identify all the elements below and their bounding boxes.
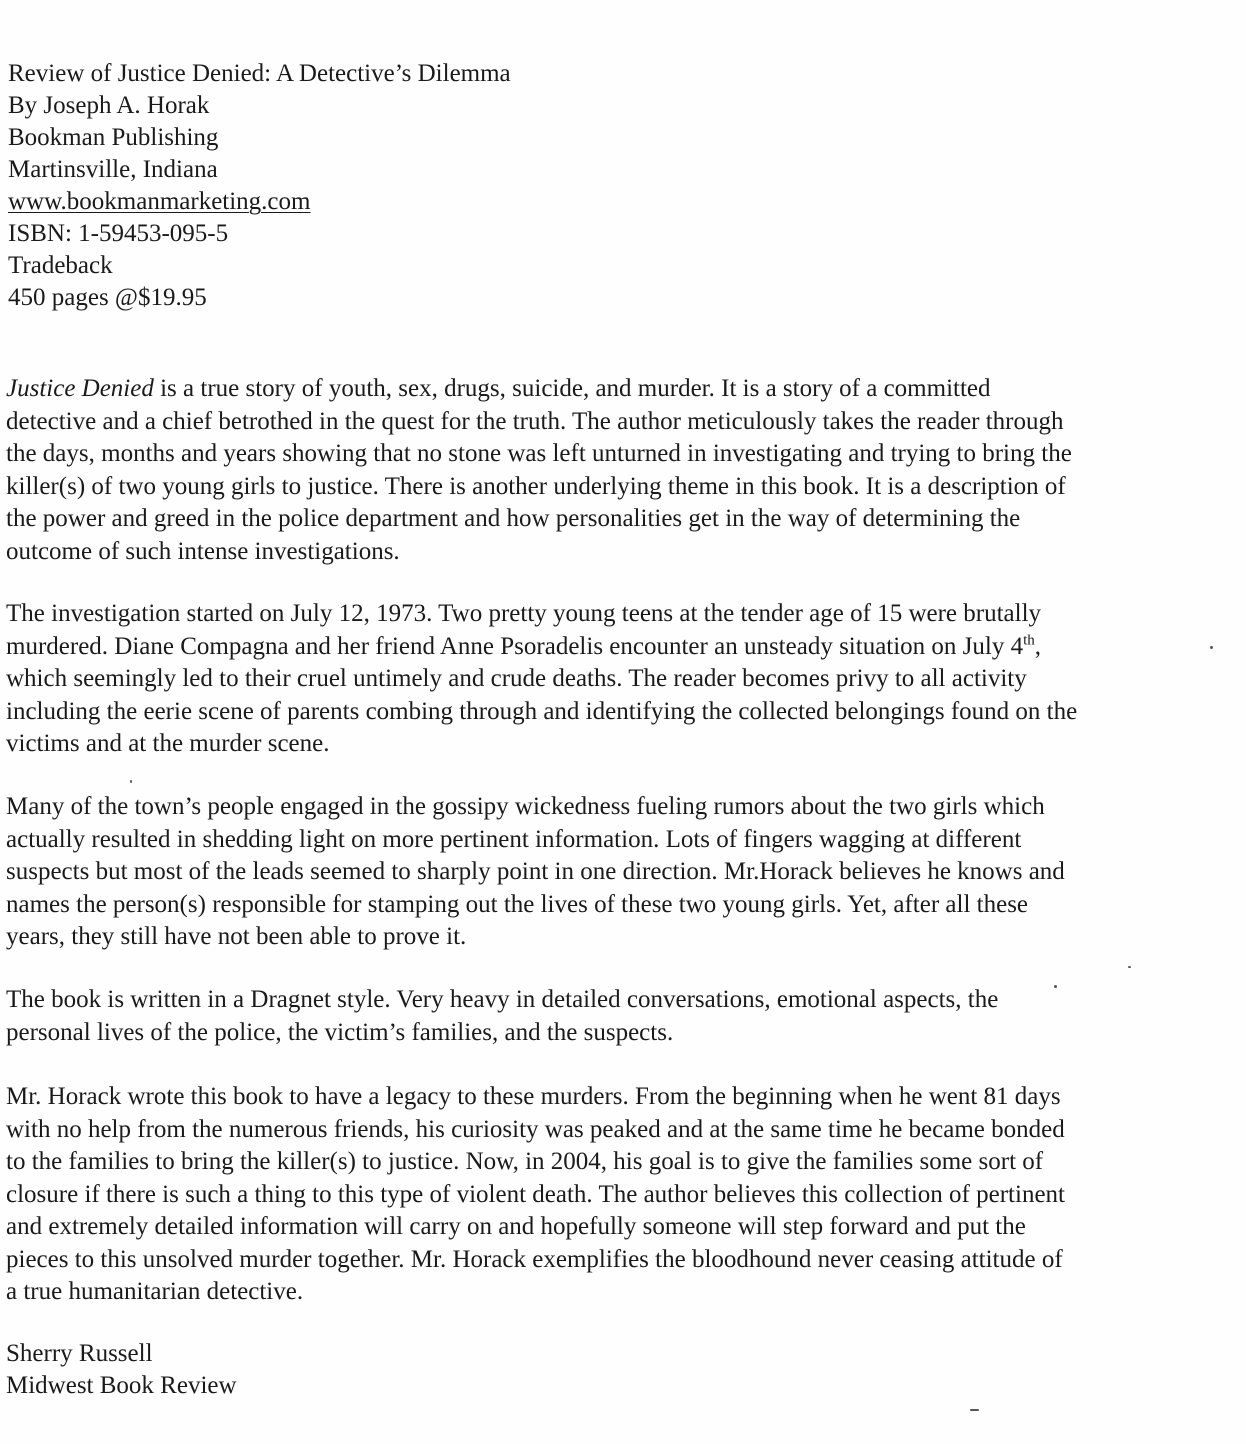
book-format: Tradeback xyxy=(8,252,113,279)
paragraph-line: suspects but most of the leads seemed to sharply point in one direction. Mr.Horack believes he knows and xyxy=(6,858,1065,885)
paragraph-line: years, they still have not been able to prove it. xyxy=(6,923,467,950)
paragraph-line: and extremely detailed information will carry on and hopefully someone will step forward and put the xyxy=(6,1213,1026,1240)
scan-speck xyxy=(130,780,132,783)
publisher-name: Bookman Publishing xyxy=(8,124,219,151)
paragraph-line: the days, months and years showing that no stone was left unturned in investigating and trying to bring the xyxy=(6,440,1072,467)
scan-speck xyxy=(1210,646,1213,649)
paragraph-line: The book is written in a Dragnet style. Very heavy in detailed conversations, emotional aspects, the xyxy=(6,986,999,1013)
paragraph-line xyxy=(6,373,1236,406)
publisher-location: Martinsville, Indiana xyxy=(8,156,218,183)
review-paragraph-5 xyxy=(6,1081,1236,1309)
reviewer-signoff xyxy=(6,1338,237,1402)
review-paragraph-2 xyxy=(6,598,1236,761)
reviewer-organization: Midwest Book Review xyxy=(6,1372,237,1399)
scan-speck xyxy=(1128,966,1131,968)
paragraph-line: detective and a chief betrothed in the quest for the truth. The author meticulously takes the reader through xyxy=(6,407,1064,435)
paragraph-line: The investigation started on July 12, 1973. Two pretty young teens at the tender age of 15 were brutally xyxy=(6,600,1042,627)
paragraph-line: which seemingly led to their cruel untimely and crude deaths. The reader becomes privy to all activity xyxy=(6,665,1027,692)
paragraph-line: personal lives of the police, the victim’s families, and the suspects. xyxy=(6,1018,674,1046)
book-pages-price: 450 pages @$19.95 xyxy=(8,284,207,311)
paragraph-line: Mr. Horack wrote this book to have a legacy to these murders. From the beginning when he went 81 days xyxy=(6,1083,1061,1110)
paragraph-line: Many of the town’s people engaged in the gossipy wickedness fueling rumors about the two girls which xyxy=(6,793,1045,820)
paragraph-line: closure if there is such a thing to this type of violent death. The author believes this collection of pertinent xyxy=(6,1180,1065,1208)
paragraph-line: with no help from the numerous friends, his curiosity was peaked and at the same time he became bonded xyxy=(6,1115,1065,1143)
paragraph-line: pieces to this unsolved murder together. Mr. Horack exemplifies the bloodhound never ceasing attitude of xyxy=(6,1245,1063,1273)
publisher-website-link[interactable]: www.bookmanmarketing.com xyxy=(8,188,311,215)
paragraph-line-text: , xyxy=(1034,632,1042,660)
paragraph-line xyxy=(6,631,1236,664)
ordinal-superscript: th xyxy=(1023,632,1035,649)
paragraph-line: to the families to bring the killer(s) to justice. Now, in 2004, his goal is to give the families some sort of xyxy=(6,1148,1044,1175)
review-title: Review of Justice Denied: A Detective’s Dilemma xyxy=(8,60,511,87)
paragraph-line: victims and at the murder scene. xyxy=(6,730,330,757)
scan-speck xyxy=(1054,985,1057,988)
paragraph-line: including the eerie scene of parents combing through and identifying the collected belongings found on the xyxy=(6,697,1078,725)
paragraph-line-text: is a true story of youth, sex, drugs, suicide, and murder. It is a story of a committed xyxy=(153,375,991,402)
paragraph-line: outcome of such intense investigations. xyxy=(6,537,400,565)
paragraph-line: names the person(s) responsible for stamping out the lives of these two young girls. Yet, after all these xyxy=(6,890,1029,918)
scan-speck xyxy=(970,1409,979,1411)
paragraph-line: killer(s) of two young girls to justice. There is another underlying theme in this book. It is a description of xyxy=(6,472,1066,500)
reviewer-name: Sherry Russell xyxy=(6,1340,153,1367)
review-header xyxy=(8,58,511,314)
paragraph-line-text: murdered. Diane Compagna and her friend Anne Psoradelis encounter an unsteady situation on July 4 xyxy=(6,632,1024,660)
book-title-italic: Justice Denied xyxy=(6,375,154,402)
book-isbn: ISBN: 1-59453-095-5 xyxy=(8,220,229,247)
book-author: By Joseph A. Horak xyxy=(8,92,210,119)
paragraph-line: a true humanitarian detective. xyxy=(6,1278,304,1305)
review-paragraph-3 xyxy=(6,791,1236,954)
review-paragraph-4 xyxy=(6,984,1236,1049)
review-paragraph-1 xyxy=(6,373,1236,568)
paragraph-line: actually resulted in shedding light on more pertinent information. Lots of fingers wagging at different xyxy=(6,825,1022,853)
paragraph-line: the power and greed in the police department and how personalities get in the way of determining the xyxy=(6,505,1021,532)
